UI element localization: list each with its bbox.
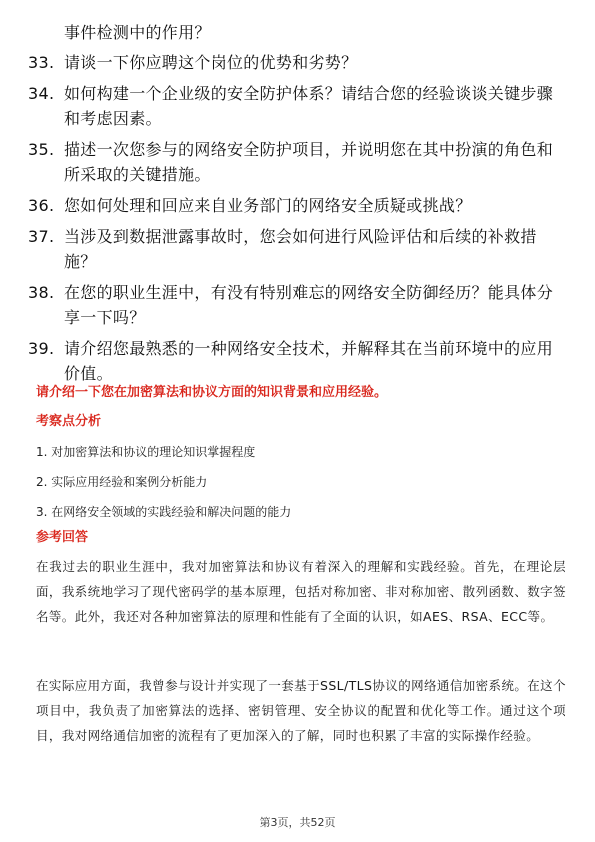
answer-paragraph: 在实际应用方面，我曾参与设计并实现了一套基于SSL/TLS协议的网络通信加密系统。在这个项目中，我负责了加密算法的选择、密钥管理、安全协议的配置和优化等工作。通过这个项目，我对网络通信加密的流程有了更加深入的了解，同时也积累了丰富的实际操作经验。	[36, 678, 566, 743]
question-number: 39.	[28, 339, 55, 358]
focus-question-section	[36, 384, 566, 402]
question-list	[28, 20, 566, 392]
focus-question: 请介绍一下您在加密算法和协议方面的知识背景和应用经验。	[36, 385, 388, 400]
page-footer: 第3页，共52页	[259, 816, 336, 829]
question-number: 35.	[28, 140, 55, 159]
question-text: 在您的职业生涯中，有没有特别难忘的网络安全防御经历？能具体分享一下吗？	[64, 283, 554, 327]
question-item	[28, 224, 566, 274]
answer-section	[36, 529, 566, 748]
question-item	[28, 193, 566, 218]
analysis-point: 2. 实际应用经验和案例分析能力	[36, 475, 208, 489]
question-text: 描述一次您参与的网络安全防护项目，并说明您在其中扮演的角色和所采取的关键措施。	[64, 140, 554, 184]
answer-paragraph: 在我过去的职业生涯中，我对加密算法和协议有着深入的理解和实践经验。首先，在理论层面，我系统地学习了现代密码学的基本原理，包括对称加密、非对称加密、散列函数、数字签名等。此外，我还对各种加密算法的原理和性能有了全面的认识，如AES、RSA、ECC等。	[36, 559, 566, 624]
question-text: 请介绍您最熟悉的一种网络安全技术，并解释其在当前环境中的应用价值。	[64, 339, 554, 383]
answer-title: 参考回答	[36, 530, 89, 545]
analysis-point: 1. 对加密算法和协议的理论知识掌握程度	[36, 445, 256, 459]
analysis-section	[36, 413, 566, 521]
question-number: 37.	[28, 227, 55, 246]
question-number: 34.	[28, 84, 55, 103]
question-item	[28, 50, 566, 75]
question-text: 当涉及到数据泄露事故时，您会如何进行风险评估和后续的补救措施？	[64, 227, 537, 271]
question-text: 事件检测中的作用？	[64, 23, 211, 42]
question-number: 36.	[28, 196, 55, 215]
question-item	[36, 20, 566, 45]
question-number: 33.	[28, 53, 55, 72]
question-item	[28, 280, 566, 330]
question-text: 如何构建一个企业级的安全防护体系？请结合您的经验谈谈关键步骤和考虑因素。	[64, 84, 554, 128]
question-text: 请谈一下你应聘这个岗位的优势和劣势？	[64, 53, 358, 72]
analysis-title: 考察点分析	[36, 414, 102, 429]
question-item	[28, 336, 566, 386]
question-item	[28, 137, 566, 187]
question-item	[28, 81, 566, 131]
question-number: 38.	[28, 283, 55, 302]
analysis-point: 3. 在网络安全领域的实践经验和解决问题的能力	[36, 505, 292, 519]
question-text: 您如何处理和回应来自业务部门的网络安全质疑或挑战？	[64, 196, 472, 215]
